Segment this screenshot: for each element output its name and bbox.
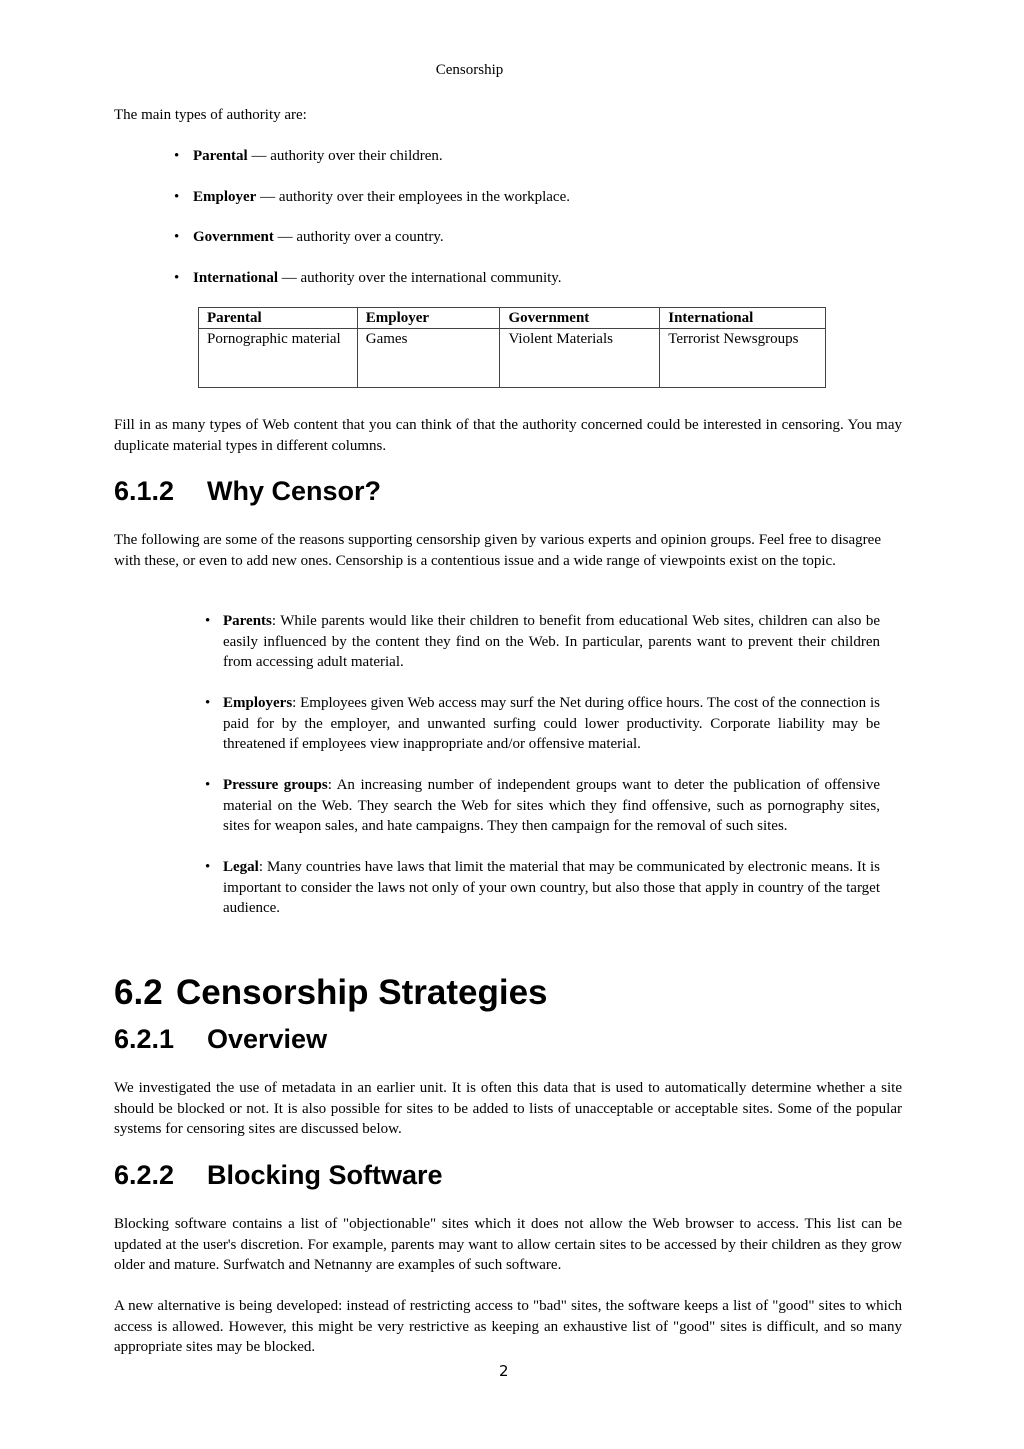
list-item-term: Parental xyxy=(193,148,248,164)
list-item-text: : Employees given Web access may surf the Net during office hours. The cost of the connection is paid for by the employer, and unwanted surfing could lower productivity. Corporate liability may be threatened if employees view inappropriate and/or offensive material. xyxy=(223,695,880,752)
table-cell: Pornographic material xyxy=(199,329,358,388)
instructions-paragraph: Fill in as many types of Web content that you can think of that the authority concerned could be interested in censoring. You may duplicate material types in different columns. xyxy=(114,417,902,454)
list-item-desc: — authority over the international community. xyxy=(278,269,562,286)
list-item-term: Employer xyxy=(193,188,257,205)
list-item xyxy=(174,187,874,228)
list-item-text: : An increasing number of independent groups want to deter the publication of offensive material on the Web. They search the Web for sites which they find offensive, such as pornography sites, sites for weapon sales, and hate campaigns. They then campaign for the removal of such sites. xyxy=(223,777,880,834)
list-item xyxy=(174,146,874,187)
section-heading xyxy=(114,475,381,507)
chapter-heading xyxy=(114,973,548,1013)
document-page xyxy=(114,0,902,1449)
table-header-cell: Parental xyxy=(199,308,358,329)
reasons-list xyxy=(205,611,880,939)
table-row xyxy=(199,329,826,388)
section-title: Blocking Software xyxy=(207,1160,443,1190)
list-item-term: International xyxy=(193,269,279,286)
running-header: Censorship xyxy=(435,62,504,78)
body-paragraph: We investigated the use of metadata in an earlier unit. It is often this data that is used to automatically determine whether a site should be blocked or not. It is also possible for sites to be added to lists of unacceptable or acceptable sites. Some of the popular systems for censoring sites are discussed below. xyxy=(114,1080,902,1137)
section-title: Censorship Strategies xyxy=(176,973,548,1012)
list-item-term: Pressure groups xyxy=(223,777,328,793)
section-number: 6.1.2 xyxy=(114,476,175,506)
table-header-cell: Government xyxy=(500,308,660,329)
table-cell: Violent Materials xyxy=(500,329,660,388)
list-item xyxy=(174,227,874,268)
page-number: 2 xyxy=(499,1362,509,1380)
table-header-cell: International xyxy=(660,308,826,329)
body-paragraph: A new alternative is being developed: instead of restricting access to "bad" sites, the software keeps a list of "good" sites to which access is allowed. However, this might be very restrictive as keeping an exhaustive list of "good" sites is difficult, and so many appropriate sites may be blocked. xyxy=(114,1298,902,1355)
list-item xyxy=(174,268,874,309)
section-heading xyxy=(114,1023,327,1055)
section-number: 6.2.1 xyxy=(114,1024,175,1054)
list-item-text: : While parents would like their children to benefit from educational Web sites, children can also be easily influenced by the content they find on the Web. In particular, parents want to prevent their children from accessing adult material. xyxy=(223,613,880,670)
authority-types-list xyxy=(174,146,874,308)
list-item-desc: — authority over a country. xyxy=(273,229,444,245)
authority-content-table xyxy=(198,307,826,388)
list-item xyxy=(205,775,880,837)
section-title: Why Censor? xyxy=(207,476,382,506)
table-header-row xyxy=(199,308,826,329)
body-paragraph: The following are some of the reasons supporting censorship given by various experts and opinion groups. Feel free to disagree with these, or even to add new ones. Censorship is a contentious issue and a wide range of viewpoints exist on the topic. xyxy=(114,532,881,569)
table-cell: Games xyxy=(357,329,500,388)
list-item xyxy=(205,693,880,755)
section-title: Overview xyxy=(207,1024,328,1054)
section-number: 6.2 xyxy=(114,973,163,1012)
list-item-desc: — authority over their employees in the workplace. xyxy=(256,188,570,205)
intro-paragraph: The main types of authority are: xyxy=(114,107,307,123)
body-paragraph: Blocking software contains a list of "objectionable" sites which it does not allow the Web browser to access. This list can be updated at the user's discretion. For example, parents may want to allow certain sites to be accessed by their children as they grow older and mature. Surfwatch and Netnanny are examples of such software. xyxy=(114,1216,902,1273)
table-header-cell: Employer xyxy=(357,308,500,329)
list-item-desc: — authority over their children. xyxy=(247,148,443,164)
list-item xyxy=(205,857,880,919)
list-item xyxy=(205,611,880,673)
list-item-term: Government xyxy=(193,229,274,245)
section-heading xyxy=(114,1159,443,1191)
list-item-term: Legal xyxy=(223,859,259,875)
table-cell: Terrorist Newsgroups xyxy=(660,329,826,388)
section-number: 6.2.2 xyxy=(114,1160,175,1190)
list-item-term: Employers xyxy=(223,695,293,711)
list-item-text: : Many countries have laws that limit the material that may be communicated by electronic means. It is important to consider the laws not only of your own country, but also those that apply in country of the target audience. xyxy=(223,859,880,916)
list-item-term: Parents xyxy=(223,613,272,629)
